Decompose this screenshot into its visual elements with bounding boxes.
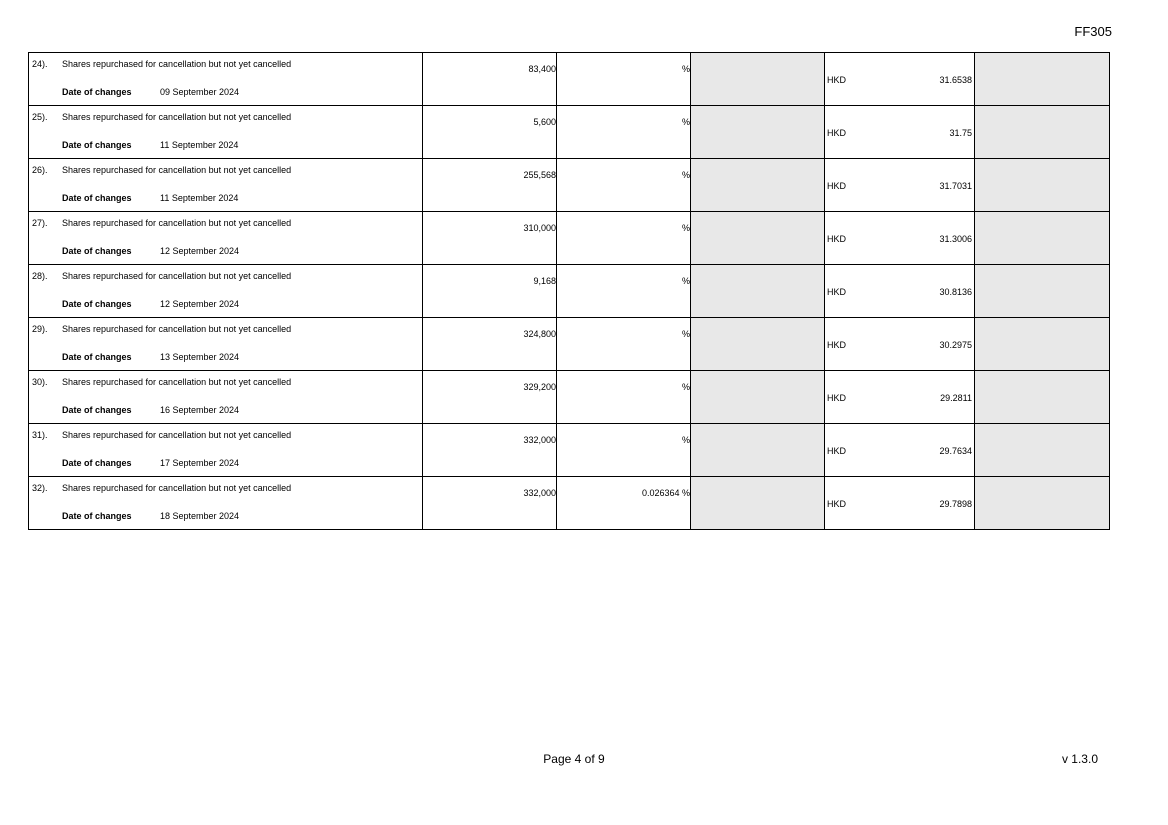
percentage-cell: [557, 159, 691, 212]
price-value: 30.8136: [939, 287, 972, 297]
table-row: [29, 424, 1110, 477]
shaded-cell: [691, 53, 825, 106]
shaded-cell: [975, 159, 1110, 212]
date-value: 11 September 2024: [160, 193, 239, 203]
row-number: 25).: [32, 112, 48, 122]
shares-value: 332,000: [523, 435, 556, 445]
percentage-value: %: [681, 329, 690, 339]
percentage-value: %: [681, 64, 690, 74]
shaded-cell: [691, 106, 825, 159]
table-row: [29, 318, 1110, 371]
shares-cell: [423, 318, 557, 371]
percentage-cell: [557, 371, 691, 424]
date-value: 16 September 2024: [160, 405, 240, 415]
page-number: Page 4 of 9: [543, 752, 605, 766]
shaded-cell: [975, 424, 1110, 477]
shares-cell: [423, 265, 557, 318]
percentage-cell: [557, 106, 691, 159]
table-row: [29, 212, 1110, 265]
shaded-cell: [691, 318, 825, 371]
price-value: 29.7634: [939, 446, 972, 456]
price-cell: [825, 265, 975, 318]
shares-cell: [423, 424, 557, 477]
table-row: [29, 265, 1110, 318]
date-label: Date of changes: [62, 405, 132, 415]
shares-value: 310,000: [523, 223, 556, 233]
row-number: 27).: [32, 218, 48, 228]
shares-cell: [423, 477, 557, 530]
percentage-cell: [557, 53, 691, 106]
currency-value: HKD: [827, 128, 847, 138]
price-cell: [825, 371, 975, 424]
row-number: 29).: [32, 324, 48, 334]
percentage-value: %: [681, 435, 690, 445]
date-value: 18 September 2024: [160, 511, 240, 521]
shaded-cell: [691, 424, 825, 477]
table-row: [29, 53, 1110, 106]
shares-value: 9,168: [533, 276, 556, 286]
price-cell: [825, 212, 975, 265]
percentage-cell: [557, 212, 691, 265]
shaded-cell: [975, 477, 1110, 530]
date-label: Date of changes: [62, 299, 132, 309]
shares-value: 329,200: [523, 382, 556, 392]
price-value: 30.2975: [939, 340, 972, 350]
repurchase-table: [28, 52, 1110, 530]
row-number: 31).: [32, 430, 48, 440]
row-number: 24).: [32, 59, 48, 69]
date-label: Date of changes: [62, 193, 132, 203]
currency-value: HKD: [827, 393, 847, 403]
row-number: 26).: [32, 165, 48, 175]
row-description: Shares repurchased for cancellation but not yet cancelled: [62, 377, 292, 387]
date-value: 12 September 2024: [160, 299, 240, 309]
currency-value: HKD: [827, 340, 847, 350]
price-value: 29.7898: [939, 499, 972, 509]
row-description: Shares repurchased for cancellation but not yet cancelled: [62, 59, 292, 69]
shares-value: 5,600: [533, 117, 556, 127]
row-number: 32).: [32, 483, 48, 493]
version-label: v 1.3.0: [1061, 752, 1098, 766]
shaded-cell: [691, 477, 825, 530]
shares-cell: [423, 371, 557, 424]
shaded-cell: [691, 371, 825, 424]
shares-cell: [423, 159, 557, 212]
shaded-cell: [691, 265, 825, 318]
date-value: 11 September 2024: [160, 140, 239, 150]
row-description: Shares repurchased for cancellation but not yet cancelled: [62, 165, 292, 175]
row-number: 28).: [32, 271, 48, 281]
row-description: Shares repurchased for cancellation but not yet cancelled: [62, 112, 292, 122]
price-value: 31.7031: [939, 181, 972, 191]
date-label: Date of changes: [62, 458, 132, 468]
price-value: 29.2811: [940, 393, 972, 403]
currency-value: HKD: [827, 181, 847, 191]
shaded-cell: [975, 371, 1110, 424]
shares-value: 332,000: [523, 488, 556, 498]
shaded-cell: [691, 212, 825, 265]
percentage-value: %: [681, 276, 690, 286]
shares-cell: [423, 106, 557, 159]
shares-cell: [423, 212, 557, 265]
date-label: Date of changes: [62, 246, 132, 256]
percentage-cell: [557, 477, 691, 530]
shaded-cell: [975, 265, 1110, 318]
row-description: Shares repurchased for cancellation but not yet cancelled: [62, 271, 292, 281]
date-value: 13 September 2024: [160, 352, 240, 362]
table-row: [29, 106, 1110, 159]
currency-value: HKD: [827, 75, 847, 85]
percentage-value: %: [681, 117, 690, 127]
price-cell: [825, 53, 975, 106]
date-label: Date of changes: [62, 352, 132, 362]
description-cell: [29, 53, 423, 106]
row-description: Shares repurchased for cancellation but not yet cancelled: [62, 483, 292, 493]
currency-value: HKD: [827, 446, 847, 456]
percentage-cell: [557, 265, 691, 318]
shaded-cell: [975, 53, 1110, 106]
shaded-cell: [975, 212, 1110, 265]
shaded-cell: [691, 159, 825, 212]
percentage-cell: [557, 318, 691, 371]
date-value: 12 September 2024: [160, 246, 240, 256]
row-description: Shares repurchased for cancellation but not yet cancelled: [62, 218, 292, 228]
date-value: 17 September 2024: [160, 458, 240, 468]
description-cell: [29, 424, 423, 477]
currency-value: HKD: [827, 287, 847, 297]
date-label: Date of changes: [62, 140, 132, 150]
percentage-value: %: [681, 223, 690, 233]
table-row: [29, 371, 1110, 424]
form-code: FF305: [1074, 24, 1112, 39]
shaded-cell: [975, 318, 1110, 371]
table-row: [29, 477, 1110, 530]
shares-value: 255,568: [523, 170, 556, 180]
price-cell: [825, 159, 975, 212]
description-cell: [29, 477, 423, 530]
description-cell: [29, 265, 423, 318]
price-cell: [825, 424, 975, 477]
shaded-cell: [975, 106, 1110, 159]
percentage-value: 0.026364 %: [641, 488, 690, 498]
percentage-value: %: [681, 382, 690, 392]
date-value: 09 September 2024: [160, 87, 240, 97]
row-description: Shares repurchased for cancellation but not yet cancelled: [62, 430, 292, 440]
description-cell: [29, 212, 423, 265]
description-cell: [29, 106, 423, 159]
shares-value: 324,800: [523, 329, 556, 339]
price-cell: [825, 318, 975, 371]
description-cell: [29, 318, 423, 371]
shares-cell: [423, 53, 557, 106]
percentage-cell: [557, 424, 691, 477]
price-value: 31.6538: [939, 75, 972, 85]
price-value: 31.3006: [939, 234, 972, 244]
date-label: Date of changes: [62, 511, 132, 521]
description-cell: [29, 159, 423, 212]
currency-value: HKD: [827, 234, 847, 244]
shares-value: 83,400: [528, 64, 556, 74]
price-value: 31.75: [949, 128, 972, 138]
row-number: 30).: [32, 377, 48, 387]
table-row: [29, 159, 1110, 212]
currency-value: HKD: [827, 499, 847, 509]
description-cell: [29, 371, 423, 424]
row-description: Shares repurchased for cancellation but not yet cancelled: [62, 324, 292, 334]
percentage-value: %: [681, 170, 690, 180]
price-cell: [825, 477, 975, 530]
date-label: Date of changes: [62, 87, 132, 97]
price-cell: [825, 106, 975, 159]
